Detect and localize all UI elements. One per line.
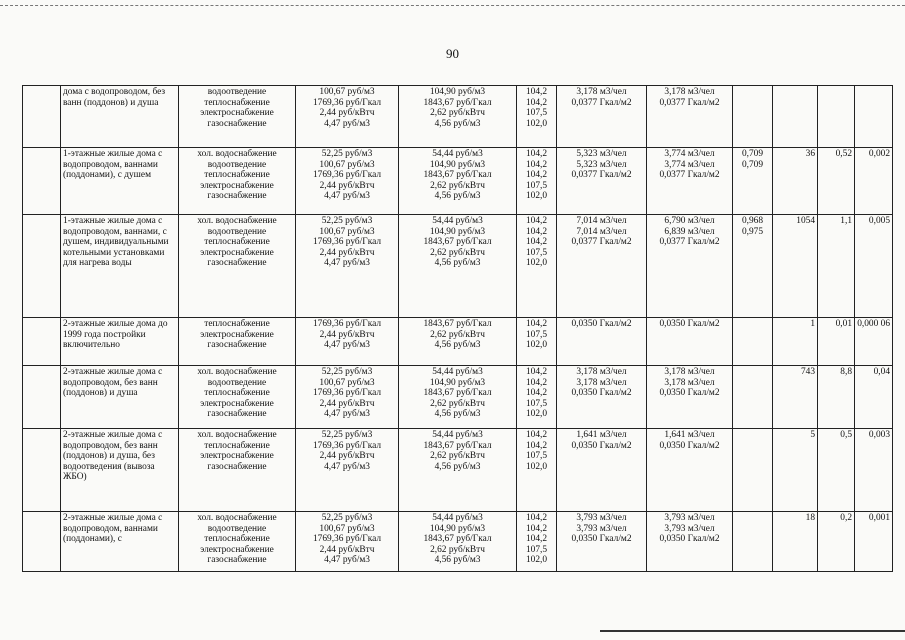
cell-index xyxy=(517,215,557,318)
cell-line: теплоснабжение xyxy=(204,534,270,544)
cell-line: 4,56 руб/м3 xyxy=(434,258,481,268)
cell-line: 104,2 xyxy=(525,97,548,108)
cell-line: 0,0350 Гкал/м2 xyxy=(571,440,632,451)
cell-line: электроснабжение xyxy=(200,329,274,340)
cell-line: 2,62 руб/кВтч xyxy=(430,451,485,461)
cell-line: 2,44 руб/кВтч xyxy=(319,247,375,258)
cell-line: 104,90 руб/м3 xyxy=(429,159,486,170)
cell-line: 1,641 м3/чел xyxy=(576,430,627,440)
cell-line: 2,44 руб/кВтч xyxy=(319,329,375,340)
cell-norm xyxy=(557,148,647,215)
table-row xyxy=(23,215,893,318)
cell-line: 0,968 xyxy=(741,216,764,226)
cell-line: 104,2 xyxy=(525,237,548,247)
cell-line: газоснабжение xyxy=(207,118,267,129)
cell-line: 104,2 xyxy=(525,149,548,159)
cell-line: 107,5 xyxy=(525,544,548,555)
cell-line: электроснабжение xyxy=(200,247,274,258)
cell-line: 0,0350 Гкал/м2 xyxy=(659,534,720,544)
cell-line: водоотведение xyxy=(207,523,267,534)
cell-line: 7,014 м3/чел xyxy=(576,226,627,237)
cell-services xyxy=(179,86,296,148)
cell-line: 104,2 xyxy=(525,87,548,97)
cell-line: 104,2 xyxy=(525,377,548,388)
cell-line: 3,793 м3/чел xyxy=(664,523,715,534)
cell-index xyxy=(517,318,557,366)
cell-line: 3,178 м3/чел xyxy=(576,377,627,388)
cell-amount: 0,003 xyxy=(855,429,893,512)
cell-building-type: 2-этажные жилые дома с водопроводом, ваннами (поддонами), с xyxy=(61,512,179,572)
cell-index xyxy=(517,86,557,148)
table-row xyxy=(23,318,893,366)
cell-line: 2,62 руб/кВтч xyxy=(430,329,485,340)
cell-coefficient xyxy=(733,366,773,429)
cell-line: хол. водоснабжение xyxy=(197,430,277,440)
cell-line: 4,47 руб/м3 xyxy=(324,409,370,419)
scan-edge-bottom xyxy=(600,630,905,632)
cell-norm-new xyxy=(647,86,733,148)
cell-norm-new xyxy=(647,366,733,429)
cell-line: 52,25 руб/м3 xyxy=(321,513,373,523)
cell-line: водоотведение xyxy=(207,87,267,97)
cell-line: 1843,67 руб/Гкал xyxy=(423,388,492,398)
cell-line: 4,47 руб/м3 xyxy=(324,340,370,350)
cell-blank xyxy=(23,366,61,429)
cell-amount: 0,04 xyxy=(855,366,893,429)
tariff-table xyxy=(22,85,893,572)
cell-line: 102,0 xyxy=(525,118,548,129)
cell-tariff xyxy=(296,148,399,215)
cell-line: 4,56 руб/м3 xyxy=(434,409,481,419)
cell-line: 2,62 руб/кВтч xyxy=(430,544,485,555)
page-number: 90 xyxy=(446,46,459,61)
cell-line: 104,90 руб/м3 xyxy=(429,523,486,534)
cell-tariff xyxy=(296,366,399,429)
cell-line: 3,178 м3/чел xyxy=(576,87,627,97)
cell-line: 1843,67 руб/Гкал xyxy=(423,170,492,180)
cell-line: хол. водоснабжение xyxy=(197,513,277,523)
cell-line: 3,774 м3/чел xyxy=(664,149,715,159)
cell-line: 100,67 руб/м3 xyxy=(319,523,375,534)
cell-norm xyxy=(557,366,647,429)
cell-line: 104,2 xyxy=(525,367,548,377)
cell-line: газоснабжение xyxy=(207,461,267,472)
cell-norm xyxy=(557,86,647,148)
cell-line: хол. водоснабжение xyxy=(197,216,277,226)
cell-amount: 0,005 xyxy=(855,215,893,318)
cell-count: 18 xyxy=(773,512,818,572)
cell-amount: 0,000 06 xyxy=(855,318,893,366)
cell-line: 7,014 м3/чел xyxy=(576,216,627,226)
cell-share: 0,2 xyxy=(818,512,855,572)
cell-share: 0,01 xyxy=(818,318,855,366)
cell-line: 100,67 руб/м3 xyxy=(319,87,375,97)
cell-index xyxy=(517,512,557,572)
cell-norm xyxy=(557,215,647,318)
cell-blank xyxy=(23,512,61,572)
cell-line: 2,62 руб/кВтч xyxy=(430,108,485,118)
cell-line: 1769,36 руб/Гкал xyxy=(312,170,382,180)
cell-line: водоотведение xyxy=(207,377,267,388)
cell-line: 4,56 руб/м3 xyxy=(434,340,481,350)
cell-tariff xyxy=(296,215,399,318)
cell-line: 0,0377 Гкал/м2 xyxy=(659,97,720,108)
cell-tariff xyxy=(296,512,399,572)
cell-norm xyxy=(557,429,647,512)
cell-amount xyxy=(855,86,893,148)
cell-line: 2,62 руб/кВтч xyxy=(430,398,485,409)
cell-line: 2,44 руб/кВтч xyxy=(319,398,375,409)
cell-coefficient xyxy=(733,215,773,318)
cell-line: 1769,36 руб/Гкал xyxy=(312,237,382,247)
cell-share: 8,8 xyxy=(818,366,855,429)
cell-line: 52,25 руб/м3 xyxy=(321,430,373,440)
cell-line: 104,2 xyxy=(525,226,548,237)
cell-blank xyxy=(23,318,61,366)
table-row xyxy=(23,512,893,572)
cell-services xyxy=(179,215,296,318)
cell-norm xyxy=(557,512,647,572)
cell-line: теплоснабжение xyxy=(204,440,270,451)
cell-line: 1769,36 руб/Гкал xyxy=(312,97,382,108)
cell-line: 4,56 руб/м3 xyxy=(434,191,481,201)
cell-line: 0,0350 Гкал/м2 xyxy=(659,319,720,329)
cell-line: теплоснабжение xyxy=(204,388,270,398)
cell-count xyxy=(773,86,818,148)
cell-blank xyxy=(23,148,61,215)
cell-building-type: дома с водопроводом, без ванн (поддонов) и душа xyxy=(61,86,179,148)
cell-line: 0,975 xyxy=(741,226,764,237)
cell-line: 0,0377 Гкал/м2 xyxy=(571,170,632,180)
cell-index xyxy=(517,366,557,429)
cell-line: хол. водоснабжение xyxy=(197,149,277,159)
cell-line: 107,5 xyxy=(525,451,548,461)
scan-edge-top xyxy=(0,5,905,6)
cell-line: теплоснабжение xyxy=(204,319,270,329)
cell-line: 104,2 xyxy=(525,440,548,451)
cell-line: 4,56 руб/м3 xyxy=(434,555,481,565)
cell-line: 1,641 м3/чел xyxy=(664,430,715,440)
cell-count: 1 xyxy=(773,318,818,366)
cell-count: 36 xyxy=(773,148,818,215)
table-row xyxy=(23,366,893,429)
cell-tariff-new xyxy=(399,512,517,572)
cell-line: 0,709 xyxy=(741,159,764,170)
cell-line: 1843,67 руб/Гкал xyxy=(423,97,492,108)
cell-line: 107,5 xyxy=(525,247,548,258)
cell-line: электроснабжение xyxy=(200,544,274,555)
cell-line: 0,709 xyxy=(741,149,764,159)
cell-line: 107,5 xyxy=(525,108,548,118)
table-row xyxy=(23,86,893,148)
cell-line: 0,0377 Гкал/м2 xyxy=(571,97,632,108)
cell-line: 52,25 руб/м3 xyxy=(321,367,373,377)
cell-line: 104,2 xyxy=(525,170,548,180)
cell-blank xyxy=(23,86,61,148)
cell-services xyxy=(179,148,296,215)
cell-line: 102,0 xyxy=(525,340,548,350)
cell-line: 2,62 руб/кВтч xyxy=(430,247,485,258)
cell-line: 104,90 руб/м3 xyxy=(429,87,486,97)
cell-coefficient xyxy=(733,512,773,572)
cell-tariff-new xyxy=(399,215,517,318)
cell-tariff-new xyxy=(399,148,517,215)
cell-line: 4,47 руб/м3 xyxy=(324,118,370,129)
cell-line: 54,44 руб/м3 xyxy=(432,513,483,523)
cell-line: 100,67 руб/м3 xyxy=(319,377,375,388)
cell-line: 102,0 xyxy=(525,409,548,419)
cell-tariff xyxy=(296,318,399,366)
cell-line: 2,62 руб/кВтч xyxy=(430,180,485,191)
cell-count: 5 xyxy=(773,429,818,512)
cell-building-type: 2-этажные жилые дома с водопроводом, без ванн (поддонов) и душа xyxy=(61,366,179,429)
cell-norm-new xyxy=(647,148,733,215)
cell-coefficient xyxy=(733,429,773,512)
cell-line: 0,0350 Гкал/м2 xyxy=(659,440,720,451)
cell-building-type: 1-этажные жилые дома с водопроводом, ваннами (поддонами), с душем xyxy=(61,148,179,215)
cell-share: 0,5 xyxy=(818,429,855,512)
cell-coefficient xyxy=(733,86,773,148)
cell-line: 104,2 xyxy=(525,159,548,170)
cell-line: 100,67 руб/м3 xyxy=(319,159,375,170)
cell-line: 104,2 xyxy=(525,216,548,226)
cell-line: 3,793 м3/чел xyxy=(576,523,627,534)
cell-line: 107,5 xyxy=(525,180,548,191)
cell-line: 4,47 руб/м3 xyxy=(324,555,370,565)
cell-line: 102,0 xyxy=(525,258,548,268)
cell-line: 2,44 руб/кВтч xyxy=(319,180,375,191)
cell-line: 52,25 руб/м3 xyxy=(321,149,373,159)
cell-tariff-new xyxy=(399,318,517,366)
cell-line: 3,774 м3/чел xyxy=(664,159,715,170)
cell-line: 1769,36 руб/Гкал xyxy=(312,319,382,329)
cell-building-type: 2-этажные жилые дома до 1999 года постройки включительно xyxy=(61,318,179,366)
cell-norm-new xyxy=(647,429,733,512)
cell-line: электроснабжение xyxy=(200,180,274,191)
cell-line: 4,56 руб/м3 xyxy=(434,461,481,472)
cell-services xyxy=(179,512,296,572)
cell-line: 54,44 руб/м3 xyxy=(432,216,483,226)
cell-count: 743 xyxy=(773,366,818,429)
cell-line: 104,90 руб/м3 xyxy=(429,377,486,388)
cell-line: водоотведение xyxy=(207,159,267,170)
cell-share: 1,1 xyxy=(818,215,855,318)
cell-line: 104,2 xyxy=(525,513,548,523)
cell-line: 104,2 xyxy=(525,319,548,329)
cell-line: 6,839 м3/чел xyxy=(664,226,715,237)
cell-line: газоснабжение xyxy=(207,258,267,268)
cell-line: 2,44 руб/кВтч xyxy=(319,544,375,555)
cell-line: газоснабжение xyxy=(207,409,267,419)
cell-line: электроснабжение xyxy=(200,108,274,118)
cell-line: 4,56 руб/м3 xyxy=(434,118,481,129)
cell-count: 1054 xyxy=(773,215,818,318)
cell-share xyxy=(818,86,855,148)
cell-line: 0,0377 Гкал/м2 xyxy=(659,170,720,180)
cell-amount: 0,001 xyxy=(855,512,893,572)
cell-share: 0,52 xyxy=(818,148,855,215)
cell-line: 1769,36 руб/Гкал xyxy=(312,440,382,451)
cell-line: 102,0 xyxy=(525,555,548,565)
cell-line: 104,90 руб/м3 xyxy=(429,226,486,237)
cell-line: 3,178 м3/чел xyxy=(664,377,715,388)
cell-index xyxy=(517,148,557,215)
cell-blank xyxy=(23,215,61,318)
cell-line: 102,0 xyxy=(525,461,548,472)
cell-norm-new xyxy=(647,318,733,366)
cell-coefficient xyxy=(733,148,773,215)
cell-line: теплоснабжение xyxy=(204,237,270,247)
cell-line: 52,25 руб/м3 xyxy=(321,216,373,226)
cell-line: 1769,36 руб/Гкал xyxy=(312,388,382,398)
cell-line: 3,178 м3/чел xyxy=(576,367,627,377)
cell-line: теплоснабжение xyxy=(204,170,270,180)
cell-norm-new xyxy=(647,512,733,572)
cell-line: 104,2 xyxy=(525,523,548,534)
cell-line: хол. водоснабжение xyxy=(197,367,277,377)
cell-line: 0,0350 Гкал/м2 xyxy=(571,534,632,544)
cell-tariff xyxy=(296,86,399,148)
cell-services xyxy=(179,366,296,429)
cell-norm xyxy=(557,318,647,366)
cell-line: 5,323 м3/чел xyxy=(576,159,627,170)
cell-line: 3,793 м3/чел xyxy=(576,513,627,523)
cell-line: газоснабжение xyxy=(207,191,267,201)
cell-norm-new xyxy=(647,215,733,318)
cell-line: 1843,67 руб/Гкал xyxy=(423,440,492,451)
cell-line: 54,44 руб/м3 xyxy=(432,430,483,440)
cell-line: 54,44 руб/м3 xyxy=(432,367,483,377)
cell-line: 104,2 xyxy=(525,388,548,398)
cell-blank xyxy=(23,429,61,512)
cell-line: 6,790 м3/чел xyxy=(664,216,715,226)
cell-line: 107,5 xyxy=(525,329,548,340)
cell-line: 1843,67 руб/Гкал xyxy=(423,534,492,544)
cell-line: 0,0377 Гкал/м2 xyxy=(571,237,632,247)
cell-coefficient xyxy=(733,318,773,366)
cell-line: 2,44 руб/кВтч xyxy=(319,108,375,118)
cell-line: 104,2 xyxy=(525,534,548,544)
cell-services xyxy=(179,429,296,512)
cell-line: 102,0 xyxy=(525,191,548,201)
cell-line: 4,47 руб/м3 xyxy=(324,461,370,472)
cell-amount: 0,002 xyxy=(855,148,893,215)
cell-line: газоснабжение xyxy=(207,555,267,565)
cell-line: 0,0350 Гкал/м2 xyxy=(571,319,632,329)
cell-line: газоснабжение xyxy=(207,340,267,350)
cell-line: 104,2 xyxy=(525,430,548,440)
cell-line: 54,44 руб/м3 xyxy=(432,149,483,159)
cell-line: 1769,36 руб/Гкал xyxy=(312,534,382,544)
cell-line: электроснабжение xyxy=(200,451,274,461)
cell-line: 3,793 м3/чел xyxy=(664,513,715,523)
cell-line: теплоснабжение xyxy=(204,97,270,108)
cell-line: 100,67 руб/м3 xyxy=(319,226,375,237)
cell-tariff-new xyxy=(399,86,517,148)
cell-line: 2,44 руб/кВтч xyxy=(319,451,375,461)
cell-line: 4,47 руб/м3 xyxy=(324,191,370,201)
cell-line: 3,178 м3/чел xyxy=(664,367,715,377)
cell-line: 1843,67 руб/Гкал xyxy=(423,237,492,247)
cell-line: 3,178 м3/чел xyxy=(664,87,715,97)
cell-tariff xyxy=(296,429,399,512)
cell-index xyxy=(517,429,557,512)
cell-line: 1843,67 руб/Гкал xyxy=(423,319,492,329)
table-row xyxy=(23,429,893,512)
cell-line: 0,0350 Гкал/м2 xyxy=(659,388,720,398)
cell-tariff-new xyxy=(399,366,517,429)
cell-line: 0,0350 Гкал/м2 xyxy=(571,388,632,398)
cell-line: 4,47 руб/м3 xyxy=(324,258,370,268)
table-row xyxy=(23,148,893,215)
cell-line: 0,0377 Гкал/м2 xyxy=(659,237,720,247)
cell-building-type: 2-этажные жилые дома с водопроводом, без ванн (поддонов) и душа, без водоотведения (вывоза ЖБО) xyxy=(61,429,179,512)
cell-line: электроснабжение xyxy=(200,398,274,409)
cell-line: 5,323 м3/чел xyxy=(576,149,627,159)
cell-tariff-new xyxy=(399,429,517,512)
cell-line: водоотведение xyxy=(207,226,267,237)
cell-services xyxy=(179,318,296,366)
cell-building-type: 1-этажные жилые дома с водопроводом, ваннами, с душем, индивидуальными котельными установками для нагрева воды xyxy=(61,215,179,318)
cell-line: 107,5 xyxy=(525,398,548,409)
